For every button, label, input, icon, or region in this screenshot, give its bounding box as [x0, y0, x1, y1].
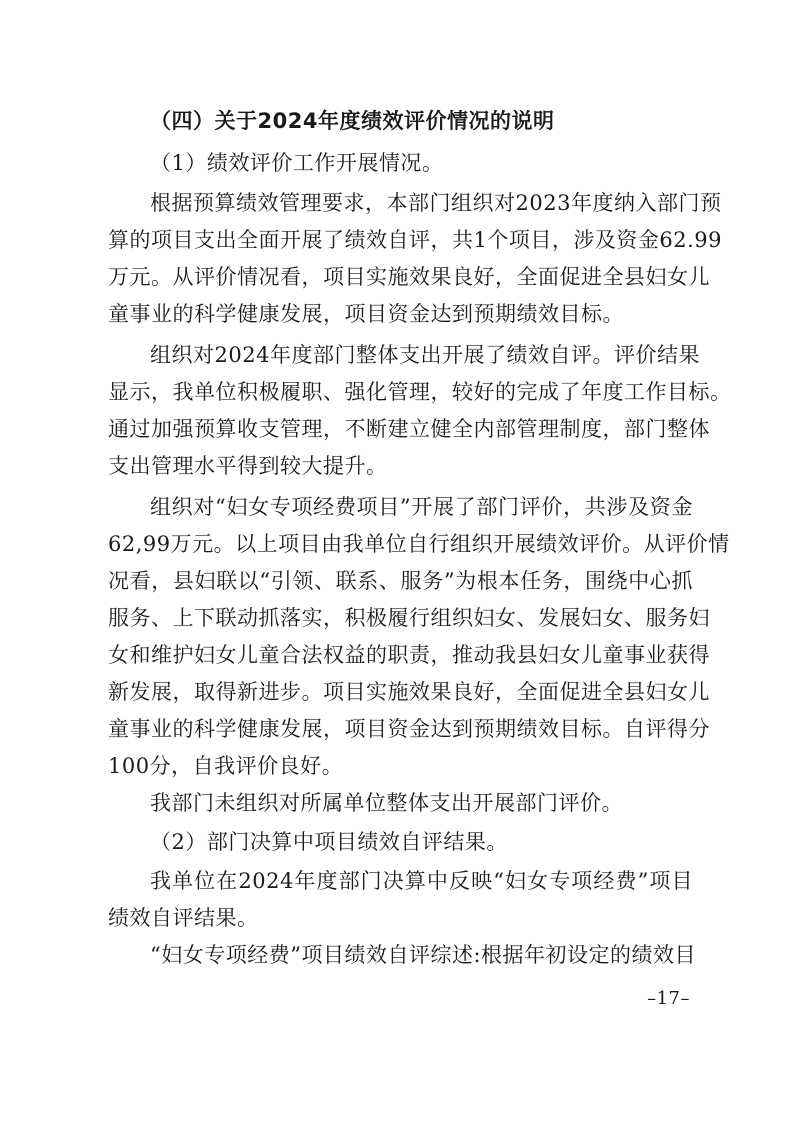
- paragraph-line: 绩效自评结果。: [108, 906, 259, 930]
- paragraph-line: 万元。从评价情况看，项目实施效果良好，全面促进全县妇女儿: [108, 265, 710, 289]
- paragraph-line: 62,99万元。以上项目由我单位自行组织开展绩效评价。从评价情: [108, 532, 730, 556]
- paragraph-line: 新发展，取得新进步。项目实施效果良好，全面促进全县妇女儿: [108, 680, 710, 704]
- paragraph-line: 服务、上下联动抓落实，积极履行组织妇女、发展妇女、服务妇: [108, 606, 710, 630]
- paragraph-line: 根据预算绩效管理要求，本部门组织对2023年度纳入部门预: [150, 191, 722, 215]
- paragraph-line: 通过加强预算收支管理，不断建立健全内部管理制度，部门整体: [108, 417, 710, 441]
- page-number: –17–: [647, 988, 690, 1009]
- paragraph-line: 算的项目支出全面开展了绩效自评，共1个项目，涉及资金62.99: [108, 228, 722, 252]
- paragraph-line: “妇女专项经费”项目绩效自评综述:根据年初设定的绩效目: [150, 943, 697, 967]
- paragraph-no-subunit-evaluation: 我部门未组织对所属单位整体支出开展部门评价。: [150, 791, 623, 815]
- paragraph-line: 女和维护妇女儿童合法权益的职责，推动我县妇女儿童事业获得: [108, 643, 710, 667]
- paragraph-line: 况看，县妇联以“引领、联系、服务”为根本任务，围绕中心抓: [108, 569, 693, 593]
- paragraph-line: 组织对“妇女专项经费项目”开展了部门评价，共涉及资金: [150, 495, 693, 519]
- paragraph-line: 童事业的科学健康发展，项目资金达到预期绩效目标。自评得分: [108, 717, 710, 741]
- paragraph-line: 童事业的科学健康发展，项目资金达到预期绩效目标。: [108, 302, 624, 326]
- paragraph-line: 显示，我单位积极履职、强化管理，较好的完成了年度工作目标。: [108, 380, 732, 404]
- paragraph-line: 我单位在2024年度部门决算中反映“妇女专项经费”项目: [150, 869, 693, 893]
- paragraph-line: 100分，自我评价良好。: [108, 754, 344, 778]
- paragraph-line: 组织对2024年度部门整体支出开展了绩效自评。评价结果: [150, 343, 700, 367]
- subheading-project-results: （2）部门决算中项目绩效自评结果。: [150, 830, 508, 854]
- paragraph-line: 支出管理水平得到较大提升。: [108, 454, 388, 478]
- subheading-evaluation-work: （1）绩效评价工作开展情况。: [150, 151, 444, 175]
- section-heading: （四）关于2024年度绩效评价情况的说明: [150, 109, 555, 133]
